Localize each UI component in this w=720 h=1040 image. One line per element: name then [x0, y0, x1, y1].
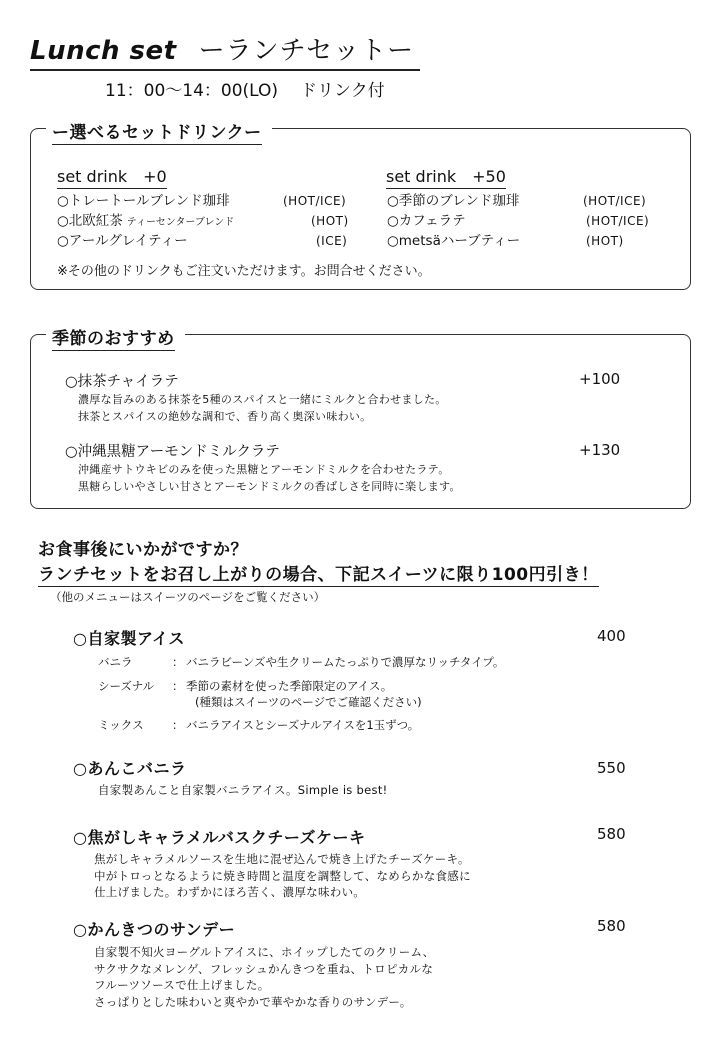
drink-list-plus0	[57, 191, 367, 251]
seasonal-item-price: +100	[579, 370, 621, 388]
seasonal-item-price: +130	[579, 441, 621, 459]
ice-variant-seasonal: シーズナル ： 季節の素材を使った季節限定のアイス。 (種類はスイーツのページでご確認ください)	[98, 679, 422, 709]
page-title	[30, 30, 420, 71]
set-drink-plus0-heading: set drink +0	[57, 164, 167, 189]
dessert-desc-cheesecake: 焦がしキャラメルソースを生地に混ぜ込んで焼き上げたチーズケーキ。 中がトロっとなるように焼き時間と温度を調整して、なめらかな食感に 仕上げました。わずかにほろ苦く、濃厚な味わい。	[94, 852, 471, 899]
drink-item: ○北欧紅茶 ティーセンターブレンド (HOT)	[57, 213, 349, 229]
set-drink-heading: ー選べるセットドリンクー	[46, 118, 272, 143]
drink-list-plus50	[387, 191, 677, 251]
seasonal-item-name: ○抹茶チャイラテ	[65, 374, 179, 390]
drink-item: ○metsäハーブティー (HOT)	[387, 233, 624, 249]
dessert-desc-anko: 自家製あんこと自家製バニラアイス。Simple is best!	[98, 783, 388, 797]
drink-item: ○トレートールブレンド珈琲 (HOT/ICE)	[57, 193, 347, 209]
dessert-question: お食事後にいかがですか？	[38, 540, 248, 560]
dessert-desc-sundae: 自家製不知火ヨーグルトアイスに、ホイップしたてのクリーム、 サクサクなメレンゲ、フレッシュかんきつを重ね、トロピカルな フルーツソースで仕上げました。 さっぱりとした味わいと爽やかで華やかな香りのサンデー。	[94, 945, 435, 1009]
dessert-paren-note: （他のメニューはスイーツのページをご覧ください）	[50, 590, 326, 604]
seasonal-item-name: ○沖縄黒糖アーモンドミルクラテ	[65, 444, 280, 460]
drink-item: ○アールグレイティー (ICE)	[57, 233, 348, 249]
dessert-name-cheesecake: ○焦がしキャラメルバスクチーズケーキ	[73, 828, 366, 847]
ice-variant-mix: ミックス ： バニラアイスとシーズナルアイスを1玉ずつ。	[98, 718, 420, 732]
dessert-name-anko: ○あんこバニラ	[73, 759, 187, 778]
drink-item: ○季節のブレンド珈琲 (HOT/ICE)	[387, 193, 647, 209]
title-ja: ーランチセットー	[198, 36, 415, 66]
dessert-offer: ランチセットをお召し上がりの場合、下記スイーツに限り100円引き！	[38, 565, 599, 585]
title-en: Lunch set	[30, 36, 177, 66]
set-drink-footnote: ※その他のドリンクもご注文いただけます。お問合せください。	[57, 264, 431, 279]
lunch-hours: 11：00～14：00(LO)	[105, 81, 279, 101]
set-drink-plus50-heading: set drink +50	[386, 164, 506, 189]
hours-line	[105, 76, 385, 101]
ice-variant-vanilla: バニラ ： バニラビーンズや生クリームたっぷりで濃厚なリッチタイプ。	[98, 655, 505, 669]
dessert-price-anko: 550	[597, 759, 626, 777]
dessert-price-ice: 400	[597, 627, 626, 645]
seasonal-item-desc: 濃厚な旨みのある抹茶を5種のスパイスと一緒にミルクと合わせました。 抹茶とスパイスの絶妙な調和で、香り高く奥深い味わい。	[78, 393, 447, 423]
dessert-price-cheesecake: 580	[597, 825, 626, 843]
dessert-name-ice: ○自家製アイス	[73, 629, 185, 648]
seasonal-heading: 季節のおすすめ	[46, 324, 185, 349]
dessert-name-sundae: ○かんきつのサンデー	[73, 920, 236, 939]
drink-included: ドリンク付	[300, 81, 385, 101]
drink-item: ○カフェラテ (HOT/ICE)	[387, 213, 650, 229]
dessert-price-sundae: 580	[597, 917, 626, 935]
seasonal-item-desc: 沖縄産サトウキビのみを使った黒糖とアーモンドミルクを合わせたラテ。 黒糖らしいやさしい甘さとアーモンドミルクの香ばしさを同時に楽します。	[78, 463, 461, 493]
